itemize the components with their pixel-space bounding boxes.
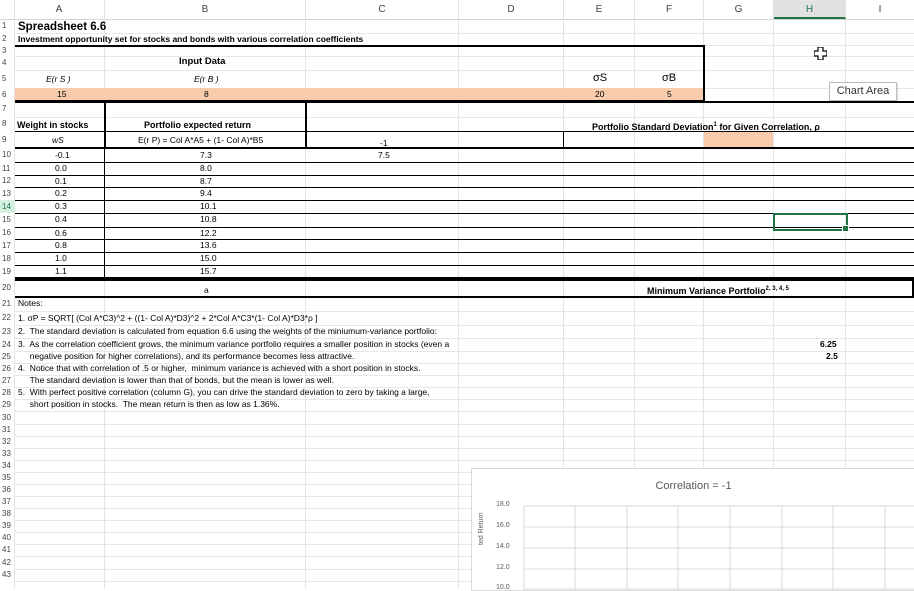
return-cell[interactable]: 8.0 bbox=[200, 163, 212, 173]
weight-cell[interactable]: 0.6 bbox=[55, 228, 67, 238]
return-cell[interactable]: 10.1 bbox=[200, 201, 217, 211]
chart-area-tooltip: Chart Area bbox=[829, 82, 897, 101]
notes-header[interactable]: Notes: bbox=[18, 298, 43, 308]
row-header-13[interactable]: 13 bbox=[2, 189, 11, 198]
col-header-a[interactable]: A bbox=[14, 0, 105, 19]
row-header-26[interactable]: 26 bbox=[2, 364, 11, 373]
row-header-27[interactable]: 27 bbox=[2, 376, 11, 385]
row-header-18[interactable]: 18 bbox=[2, 254, 11, 263]
first-sd-value[interactable]: 7.5 bbox=[378, 150, 390, 160]
row-header-30[interactable]: 30 bbox=[2, 413, 11, 422]
col-header-b[interactable]: B bbox=[105, 0, 306, 19]
row-header-23[interactable]: 23 bbox=[2, 327, 11, 336]
row-header-17[interactable]: 17 bbox=[2, 241, 11, 250]
weight-cell[interactable]: 0.4 bbox=[55, 214, 67, 224]
y-tick-label: 16.0 bbox=[496, 522, 510, 529]
sd-header[interactable] bbox=[592, 120, 820, 133]
col-header-f[interactable]: F bbox=[635, 0, 704, 19]
min-var-label[interactable] bbox=[647, 284, 789, 297]
value-sigma-b[interactable]: 5 bbox=[667, 89, 672, 99]
row-header-9[interactable]: 9 bbox=[2, 135, 7, 144]
row-header-5[interactable]: 5 bbox=[2, 74, 7, 83]
note-line[interactable]: The standard deviation is lower than that of bonds, but the mean is lower as well. bbox=[18, 375, 334, 385]
row-header-42[interactable]: 42 bbox=[2, 558, 11, 567]
row-header-33[interactable]: 33 bbox=[2, 449, 11, 458]
note-line[interactable]: 4. Notice that with correlation of .5 or higher, minimum variance is achieved with a short position in stocks. bbox=[18, 363, 421, 373]
label-sigma-b[interactable]: σB bbox=[662, 72, 677, 84]
min-var-footnotes: 2, 3, 4, 5 bbox=[765, 286, 789, 292]
row-header-39[interactable]: 39 bbox=[2, 521, 11, 530]
fill-handle[interactable] bbox=[842, 225, 849, 232]
value-sigma-s[interactable]: 20 bbox=[595, 89, 605, 99]
label-e-rb[interactable]: E(r B ) bbox=[194, 74, 219, 84]
row-header-21[interactable]: 21 bbox=[2, 299, 11, 308]
row-header-2[interactable]: 2 bbox=[2, 34, 7, 43]
row-header-32[interactable]: 32 bbox=[2, 437, 11, 446]
g8-highlight bbox=[704, 131, 773, 148]
formula-label[interactable]: E(r P) = Col A*A5 + (1- Col A)*B5 bbox=[138, 135, 264, 145]
row-header-12[interactable]: 12 bbox=[2, 176, 11, 185]
col-header-g[interactable]: G bbox=[704, 0, 774, 19]
y-tick-label: 10.0 bbox=[496, 584, 510, 591]
correlation-chart[interactable] bbox=[471, 468, 914, 591]
weight-cell[interactable]: 0.2 bbox=[55, 188, 67, 198]
weight-cell[interactable]: 0.3 bbox=[55, 201, 67, 211]
col-header-e[interactable]: E bbox=[564, 0, 635, 19]
return-cell[interactable]: 15.0 bbox=[200, 253, 217, 263]
min-var-text: Minimum Variance Portfolio bbox=[647, 286, 766, 296]
select-all-corner[interactable] bbox=[0, 0, 15, 19]
sd-header-footnote: 1 bbox=[713, 122, 717, 128]
row-header-1[interactable]: 1 bbox=[2, 21, 7, 30]
value-e-rs[interactable]: 15 bbox=[57, 89, 67, 99]
row-header-16[interactable]: 16 bbox=[2, 228, 11, 237]
col-header-d[interactable]: D bbox=[459, 0, 564, 19]
row-header-37[interactable]: 37 bbox=[2, 497, 11, 506]
chart-title[interactable]: Correlation = -1 bbox=[655, 480, 732, 492]
label-sigma-s[interactable]: σS bbox=[593, 72, 608, 84]
return-cell[interactable]: 8.7 bbox=[200, 176, 212, 186]
sd-header-text: Portfolio Standard Deviation bbox=[592, 122, 714, 132]
h24-value[interactable]: 2.5 bbox=[826, 351, 838, 361]
col-header-h[interactable]: H bbox=[774, 0, 846, 19]
note-line[interactable]: 2. The standard deviation is calculated from equation 6.6 using the weights of the miniumum-variance portfolio: bbox=[18, 326, 437, 336]
note-line[interactable]: negative position for higher correlations), and its performance becomes less attractive. bbox=[18, 351, 355, 361]
sheet-title[interactable]: Spreadsheet 6.6 bbox=[18, 21, 107, 33]
note-line[interactable]: 1. σP = SQRT[ (Col A*C3)^2 + ((1- Col A)*D3)^2 + 2*Col A*C3*(1- Col A)*D3*ρ ] bbox=[18, 313, 318, 323]
rho-value[interactable]: -1 bbox=[380, 138, 388, 148]
input-data-header[interactable]: Input Data bbox=[179, 56, 226, 67]
weight-cell[interactable]: 1.1 bbox=[55, 266, 67, 276]
row-header-10[interactable]: 10 bbox=[2, 150, 11, 159]
active-cell-h14[interactable] bbox=[773, 213, 848, 231]
return-cell[interactable]: 13.6 bbox=[200, 240, 217, 250]
row-header-25[interactable]: 25 bbox=[2, 352, 11, 361]
row-header-28[interactable]: 28 bbox=[2, 388, 11, 397]
row-header-24[interactable]: 24 bbox=[2, 340, 11, 349]
value-e-rb[interactable]: 8 bbox=[204, 89, 209, 99]
y-tick-label: 14.0 bbox=[496, 543, 510, 550]
weight-cell[interactable]: 0.1 bbox=[55, 176, 67, 186]
row-header-14[interactable]: 14 bbox=[0, 200, 15, 213]
return-cell[interactable]: 15.7 bbox=[200, 266, 217, 276]
row-header-19[interactable]: 19 bbox=[2, 267, 11, 276]
row-header-20[interactable]: 20 bbox=[2, 283, 11, 292]
row-header-11[interactable]: 11 bbox=[2, 164, 11, 173]
return-cell[interactable]: 7.3 bbox=[200, 150, 212, 160]
row-header-4[interactable]: 4 bbox=[2, 58, 7, 67]
return-cell[interactable]: 10.8 bbox=[200, 214, 217, 224]
row-header-40[interactable]: 40 bbox=[2, 533, 11, 542]
h23-value[interactable]: 6.25 bbox=[820, 339, 837, 349]
sd-header-tail: for Given Correlation, ρ bbox=[716, 122, 820, 132]
row-header-8[interactable]: 8 bbox=[2, 119, 7, 128]
col-header-i[interactable]: I bbox=[878, 4, 882, 15]
row19-a[interactable]: a bbox=[204, 285, 209, 295]
row-header-6[interactable]: 6 bbox=[2, 90, 7, 99]
return-cell[interactable]: 12.2 bbox=[200, 228, 217, 238]
return-header[interactable]: Portfolio expected return bbox=[144, 120, 252, 130]
row-header-35[interactable]: 35 bbox=[2, 473, 11, 482]
row-header-38[interactable]: 38 bbox=[2, 509, 11, 518]
row-header-36[interactable]: 36 bbox=[2, 485, 11, 494]
weight-cell[interactable]: 1.0 bbox=[55, 253, 67, 263]
sheet-subtitle[interactable]: Investment opportunity set for stocks and bonds with various correlation coefficients bbox=[18, 34, 364, 44]
weight-cell[interactable]: 0.8 bbox=[55, 240, 67, 250]
chart-plot-grid bbox=[472, 469, 914, 590]
return-cell[interactable]: 9.4 bbox=[200, 188, 212, 198]
row-header-43[interactable]: 43 bbox=[2, 570, 11, 579]
weight-cell[interactable]: -0.1 bbox=[55, 150, 70, 160]
y-tick-label: 18.0 bbox=[496, 501, 510, 508]
move-cursor-icon bbox=[814, 47, 827, 60]
y-tick-label: 12.0 bbox=[496, 564, 510, 571]
col-header-c[interactable]: C bbox=[306, 0, 459, 19]
ws-label[interactable]: wS bbox=[52, 135, 64, 145]
row-header-29[interactable]: 29 bbox=[2, 400, 11, 409]
note-line[interactable]: 5. With perfect positive correlation (column G), you can drive the standard deviation to zero by taking a large, bbox=[18, 387, 430, 397]
row-header-31[interactable]: 31 bbox=[2, 425, 11, 434]
row-header-22[interactable]: 22 bbox=[2, 313, 11, 322]
column-header-bar bbox=[0, 0, 914, 20]
row-header-15[interactable]: 15 bbox=[2, 215, 11, 224]
label-e-rs[interactable]: E(r S ) bbox=[46, 74, 71, 84]
row-header-3[interactable]: 3 bbox=[2, 46, 7, 55]
row-header-34[interactable]: 34 bbox=[2, 461, 11, 470]
weight-header[interactable]: Weight in stocks bbox=[17, 120, 89, 130]
note-line[interactable]: 3. As the correlation coefficient grows, the minimum variance portfolio requires a smaller position in stocks (even a bbox=[18, 339, 450, 349]
chart-y-axis-label[interactable]: ted Return bbox=[478, 512, 485, 545]
row-header-41[interactable]: 41 bbox=[2, 545, 11, 554]
note-line[interactable]: short position in stocks. The mean return is then as low as 1.36%. bbox=[18, 399, 280, 409]
weight-cell[interactable]: 0.0 bbox=[55, 163, 67, 173]
row-header-7[interactable]: 7 bbox=[2, 104, 7, 113]
